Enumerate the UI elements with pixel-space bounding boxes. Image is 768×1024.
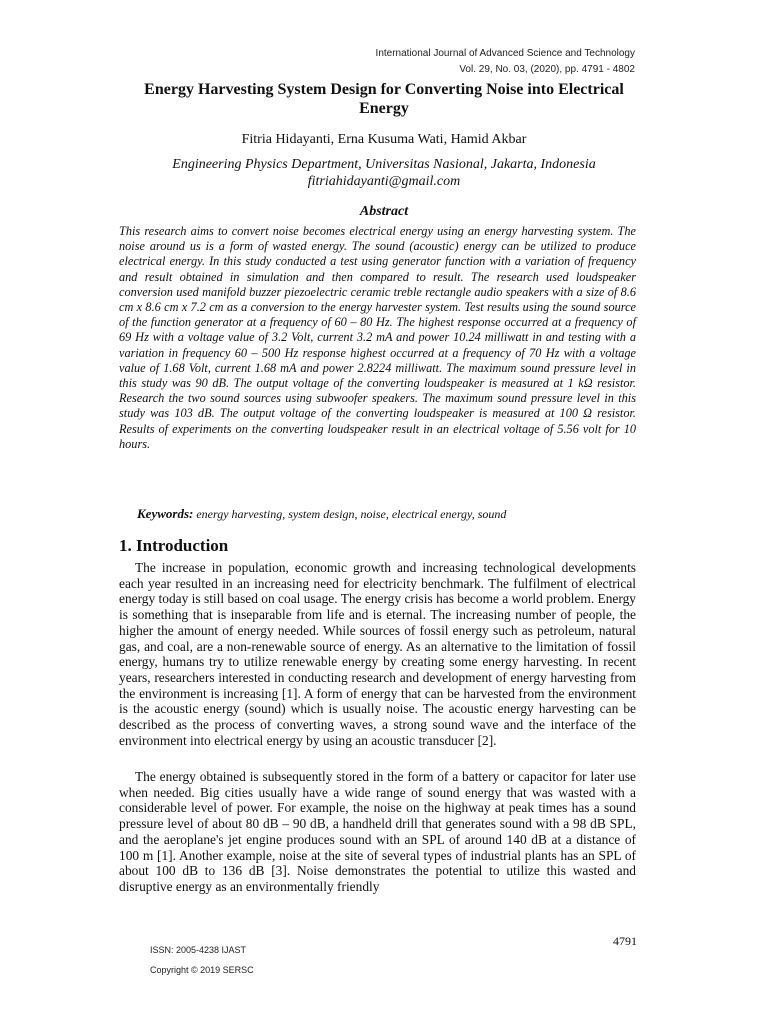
footer-issn: ISSN: 2005-4238 IJAST [150,945,247,955]
intro-paragraph-2: The energy obtained is subsequently stored in the form of a battery or capacitor for later use when needed. Big cities usually have a wide range of sound energy that was wasted with a considerable level of power. For example, the noise on the highway at peak times has a sound pressure level of about 80 dB – 90 dB, a handheld drill that generates sound with a 98 dB SPL, and the aeroplane's jet engine produces sound with an SPL of around 140 dB at a distance of 100 m [1]. Another example, noise at the site of several types of industrial plants has an SPL of about 100 dB to 136 dB [3]. Noise demonstrates the potential to utilize this wasted and disruptive energy as an environmentally friendly [119,769,636,894]
keywords-label: Keywords: [137,506,194,521]
journal-header [376,46,635,78]
journal-volume: Vol. 29, No. 03, (2020), pp. 4791 - 4802 [459,64,635,75]
abstract-heading: Abstract [359,204,409,219]
section-heading-introduction: 1. Introduction [119,536,229,555]
keywords [137,506,637,522]
footer-copyright: Copyright © 2019 SERSC [150,965,254,975]
footer-info [150,940,254,980]
page-number: 4791 [613,934,637,948]
intro-paragraph-1: The increase in population, economic growth and increasing technological developments each year resulted in an increasing need for electricity benchmark. The fulfilment of electrical energy today is still based on coal usage. The energy crisis has become a world problem. Energy is something that is inseparable from life and is eternal. The increasing number of people, the higher the amount of energy needed. While sources of fossil energy such as petroleum, natural gas, and coal, are a non-renewable source of energy. As an alternative to the limitation of fossil energy, humans try to utilize renewable energy by creating some energy harvesting. In recent years, researchers interested in conducting research and development of energy harvesting from the environment is increasing [1]. A form of energy that can be harvested from the environment is the acoustic energy (sound) which is usually noise. The acoustic energy harvesting can be described as the process of converting waves, a strong sound wave and the interface of the environment into electrical energy by using an acoustic transducer [2]. [119,560,636,748]
author-list: Fitria Hidayanti, Erna Kusuma Wati, Hamid Akbar [241,132,527,147]
author-email: fitriahidayanti@gmail.com [307,174,461,189]
affiliation: Engineering Physics Department, Universitas Nasional, Jakarta, Indonesia [172,157,596,172]
keywords-text: energy harvesting, system design, noise, electrical energy, sound [196,507,507,521]
abstract-text: This research aims to convert noise becomes electrical energy using an energy harvesting system. The noise around us is a form of wasted energy. The sound (acoustic) energy can be utilized to produce electrical energy. In this study conducted a test using generator function with a variation of frequency and result obtained in simulation and then compared to result. The research used loudspeaker conversion used manifold buzzer piezoelectric ceramic treble rectangle audio speakers with a size of 8.6 cm x 8.6 cm x 7.2 cm as a conversion to the energy harvester system. Test results using the sound source of the function generator at a frequency of 60 – 80 Hz. The highest response occurred at a frequency of 69 Hz with a voltage value of 3.2 Volt, current 3.2 mA and power 10.24 milliwatt in and testing with a variation in frequency 60 – 500 Hz response highest occurred at a frequency of 70 Hz with a voltage value of 1.68 Volt, current 1.68 mA and power 2.8224 milliwatt. The maximum sound pressure level in this study was 90 dB. The output voltage of the converting loudspeaker is measured at 1 kΩ resistor. Research the two sound sources using subwoofer speakers. The maximum sound pressure level in this study was 103 dB. The output voltage of the converting loudspeaker is measured at 100 Ω resistor. Results of experiments on the converting loudspeaker result in an electrical voltage of 5.56 volt for 10 hours. [119,224,636,451]
journal-name: International Journal of Advanced Science and Technology [375,48,635,59]
paper-title: Energy Harvesting System Design for Converting Noise into Electrical Energy [144,81,624,117]
affiliation-block [120,156,648,190]
